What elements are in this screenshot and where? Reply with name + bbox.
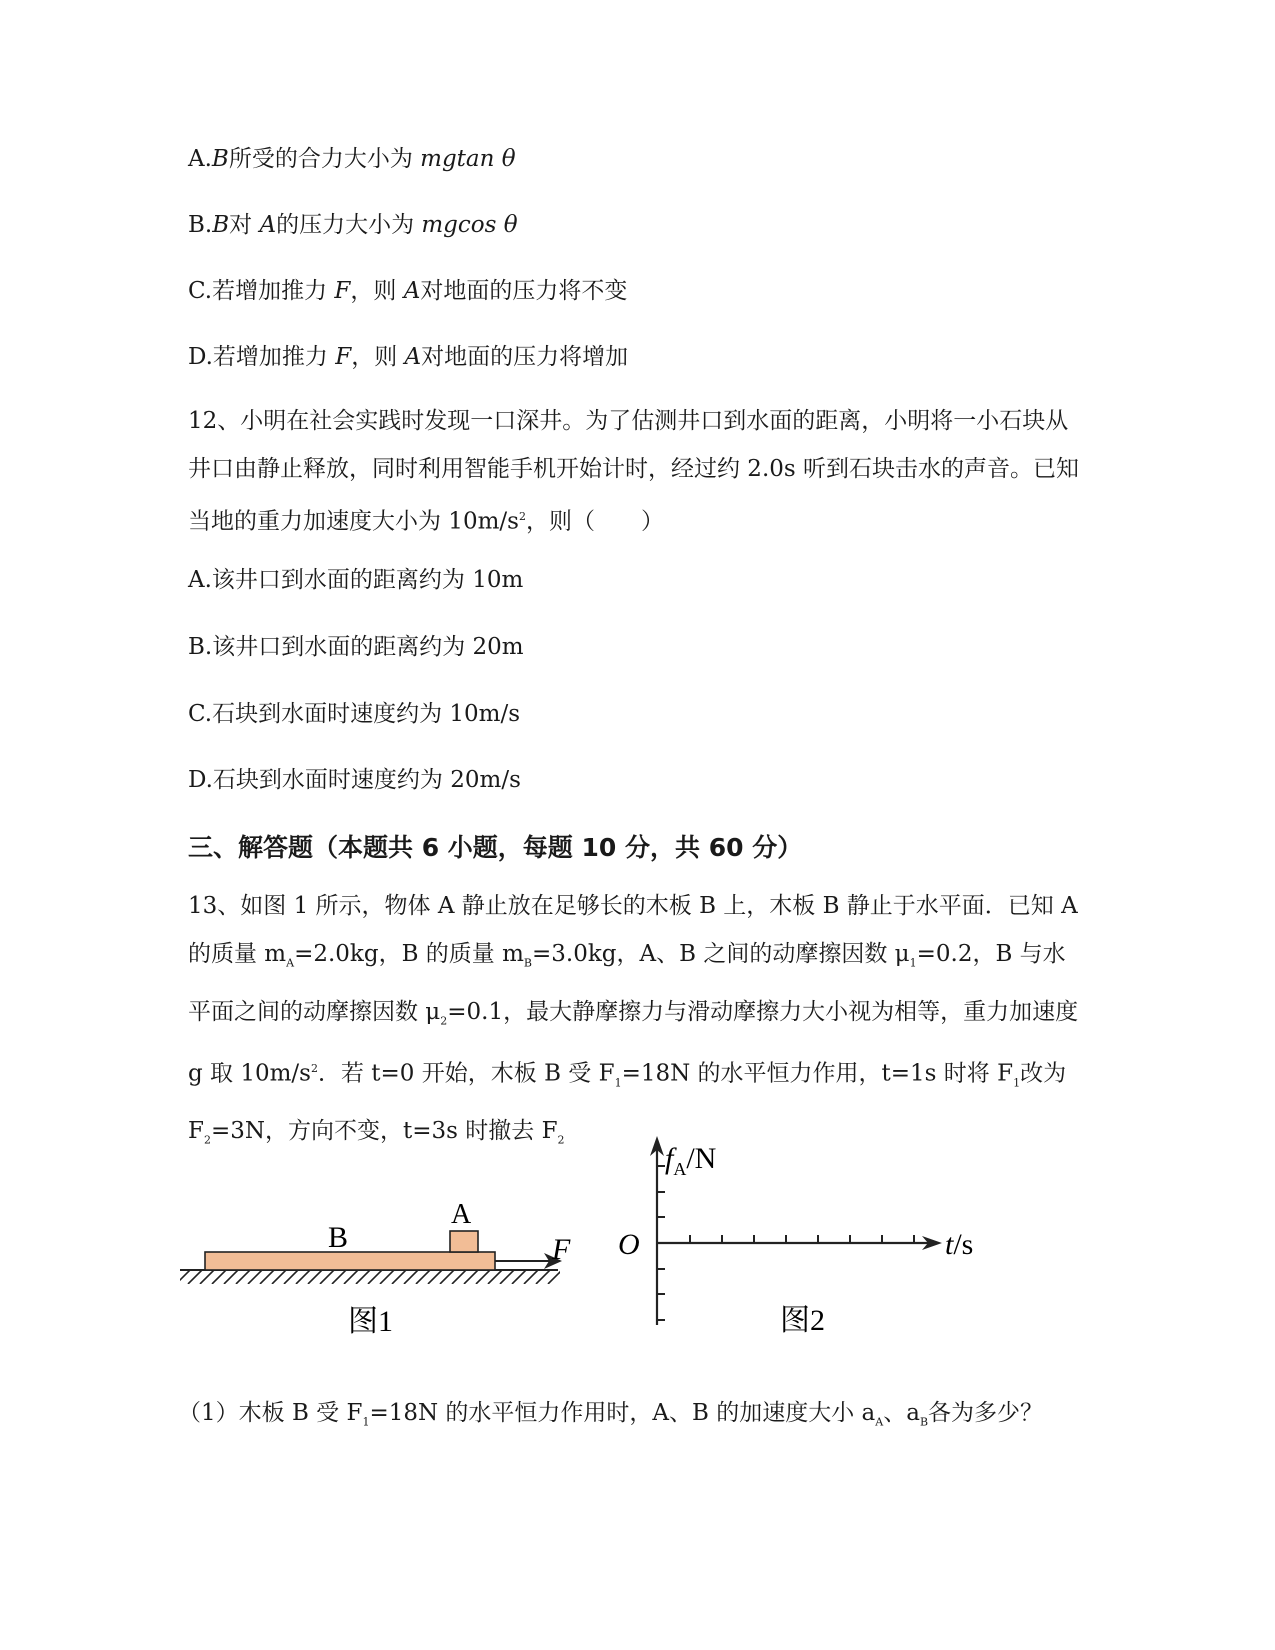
label-f: F xyxy=(552,1233,571,1266)
x-axis-label: t/s xyxy=(945,1228,974,1261)
origin-label: O xyxy=(618,1228,640,1261)
q11-option-c: C.若增加推力 F，则 A对地面的压力将不变 xyxy=(188,278,628,304)
section-3-heading: 三、解答题（本题共 6 小题，每题 10 分，共 60 分） xyxy=(188,833,803,862)
q13-stem: 13、如图 1 所示，物体 A 静止放在足够长的木板 B 上，木板 B 静止于水平面．已知 A 的质量 $m_A=2.0kg$，B 的质量 $m_B=3.0kg$，A、B 之间的动摩擦因数 $\mu_1=0.2$，B 与水平面之间的动摩擦因数 $\mu_2=0.1$，最大静摩擦力与滑动摩擦力大小视为相等，重力加速度 g 取 $10m/s^2$．若 t=0 开始，木板 B 受 $F_1=18N$ 的水平恒力作用，t=1s 时将 $F_1$改为 $F_2=3N$，方向不变，t=3s 时撤去 $F_2$ xyxy=(188,893,1079,1148)
q11-option-a: A.B所受的合力大小为 mgtan θ xyxy=(188,146,516,172)
q13-part-1: （1）木板 B 受 $F_1=18N$ 的水平恒力作用时，A、B 的加速度大小 $a_A$、$a_B$各为多少？ xyxy=(178,1400,1044,1429)
figure-1 xyxy=(170,1185,590,1360)
board-b xyxy=(205,1252,495,1270)
label-a: A xyxy=(451,1199,472,1230)
figure-2 xyxy=(610,1130,1010,1350)
q12-option-b: B.该井口到水面的距离约为 20m xyxy=(188,634,524,660)
q12-option-c: C.石块到水面时速度约为 10m/s xyxy=(188,701,521,727)
figure-1-caption: 图1 xyxy=(348,1305,393,1338)
figure-2-caption: 图2 xyxy=(780,1304,825,1337)
x-ticks xyxy=(690,1235,914,1243)
q12-option-a: A.该井口到水面的距离约为 10m xyxy=(188,567,524,593)
label-b: B xyxy=(328,1221,349,1254)
q11-option-d: D.若增加推力 F，则 A对地面的压力将增加 xyxy=(188,344,629,370)
y-axis-label: $f_A/N$ xyxy=(665,1142,717,1179)
block-a xyxy=(450,1231,478,1252)
ground-hatch xyxy=(176,1270,562,1284)
q12-stem: 12、小明在社会实践时发现一口深井。为了估测井口到水面的距离，小明将一小石块从井口由静止释放，同时利用智能手机开始计时，经过约 2.0s 听到石块击水的声音。已知当地的重力加速度大小为 $10m/s^2$，则（ ） xyxy=(188,408,1080,535)
q12-option-d: D.石块到水面时速度约为 20m/s xyxy=(188,767,521,793)
q11-option-b: B.B对 A的压力大小为 mgcos θ xyxy=(188,212,518,238)
